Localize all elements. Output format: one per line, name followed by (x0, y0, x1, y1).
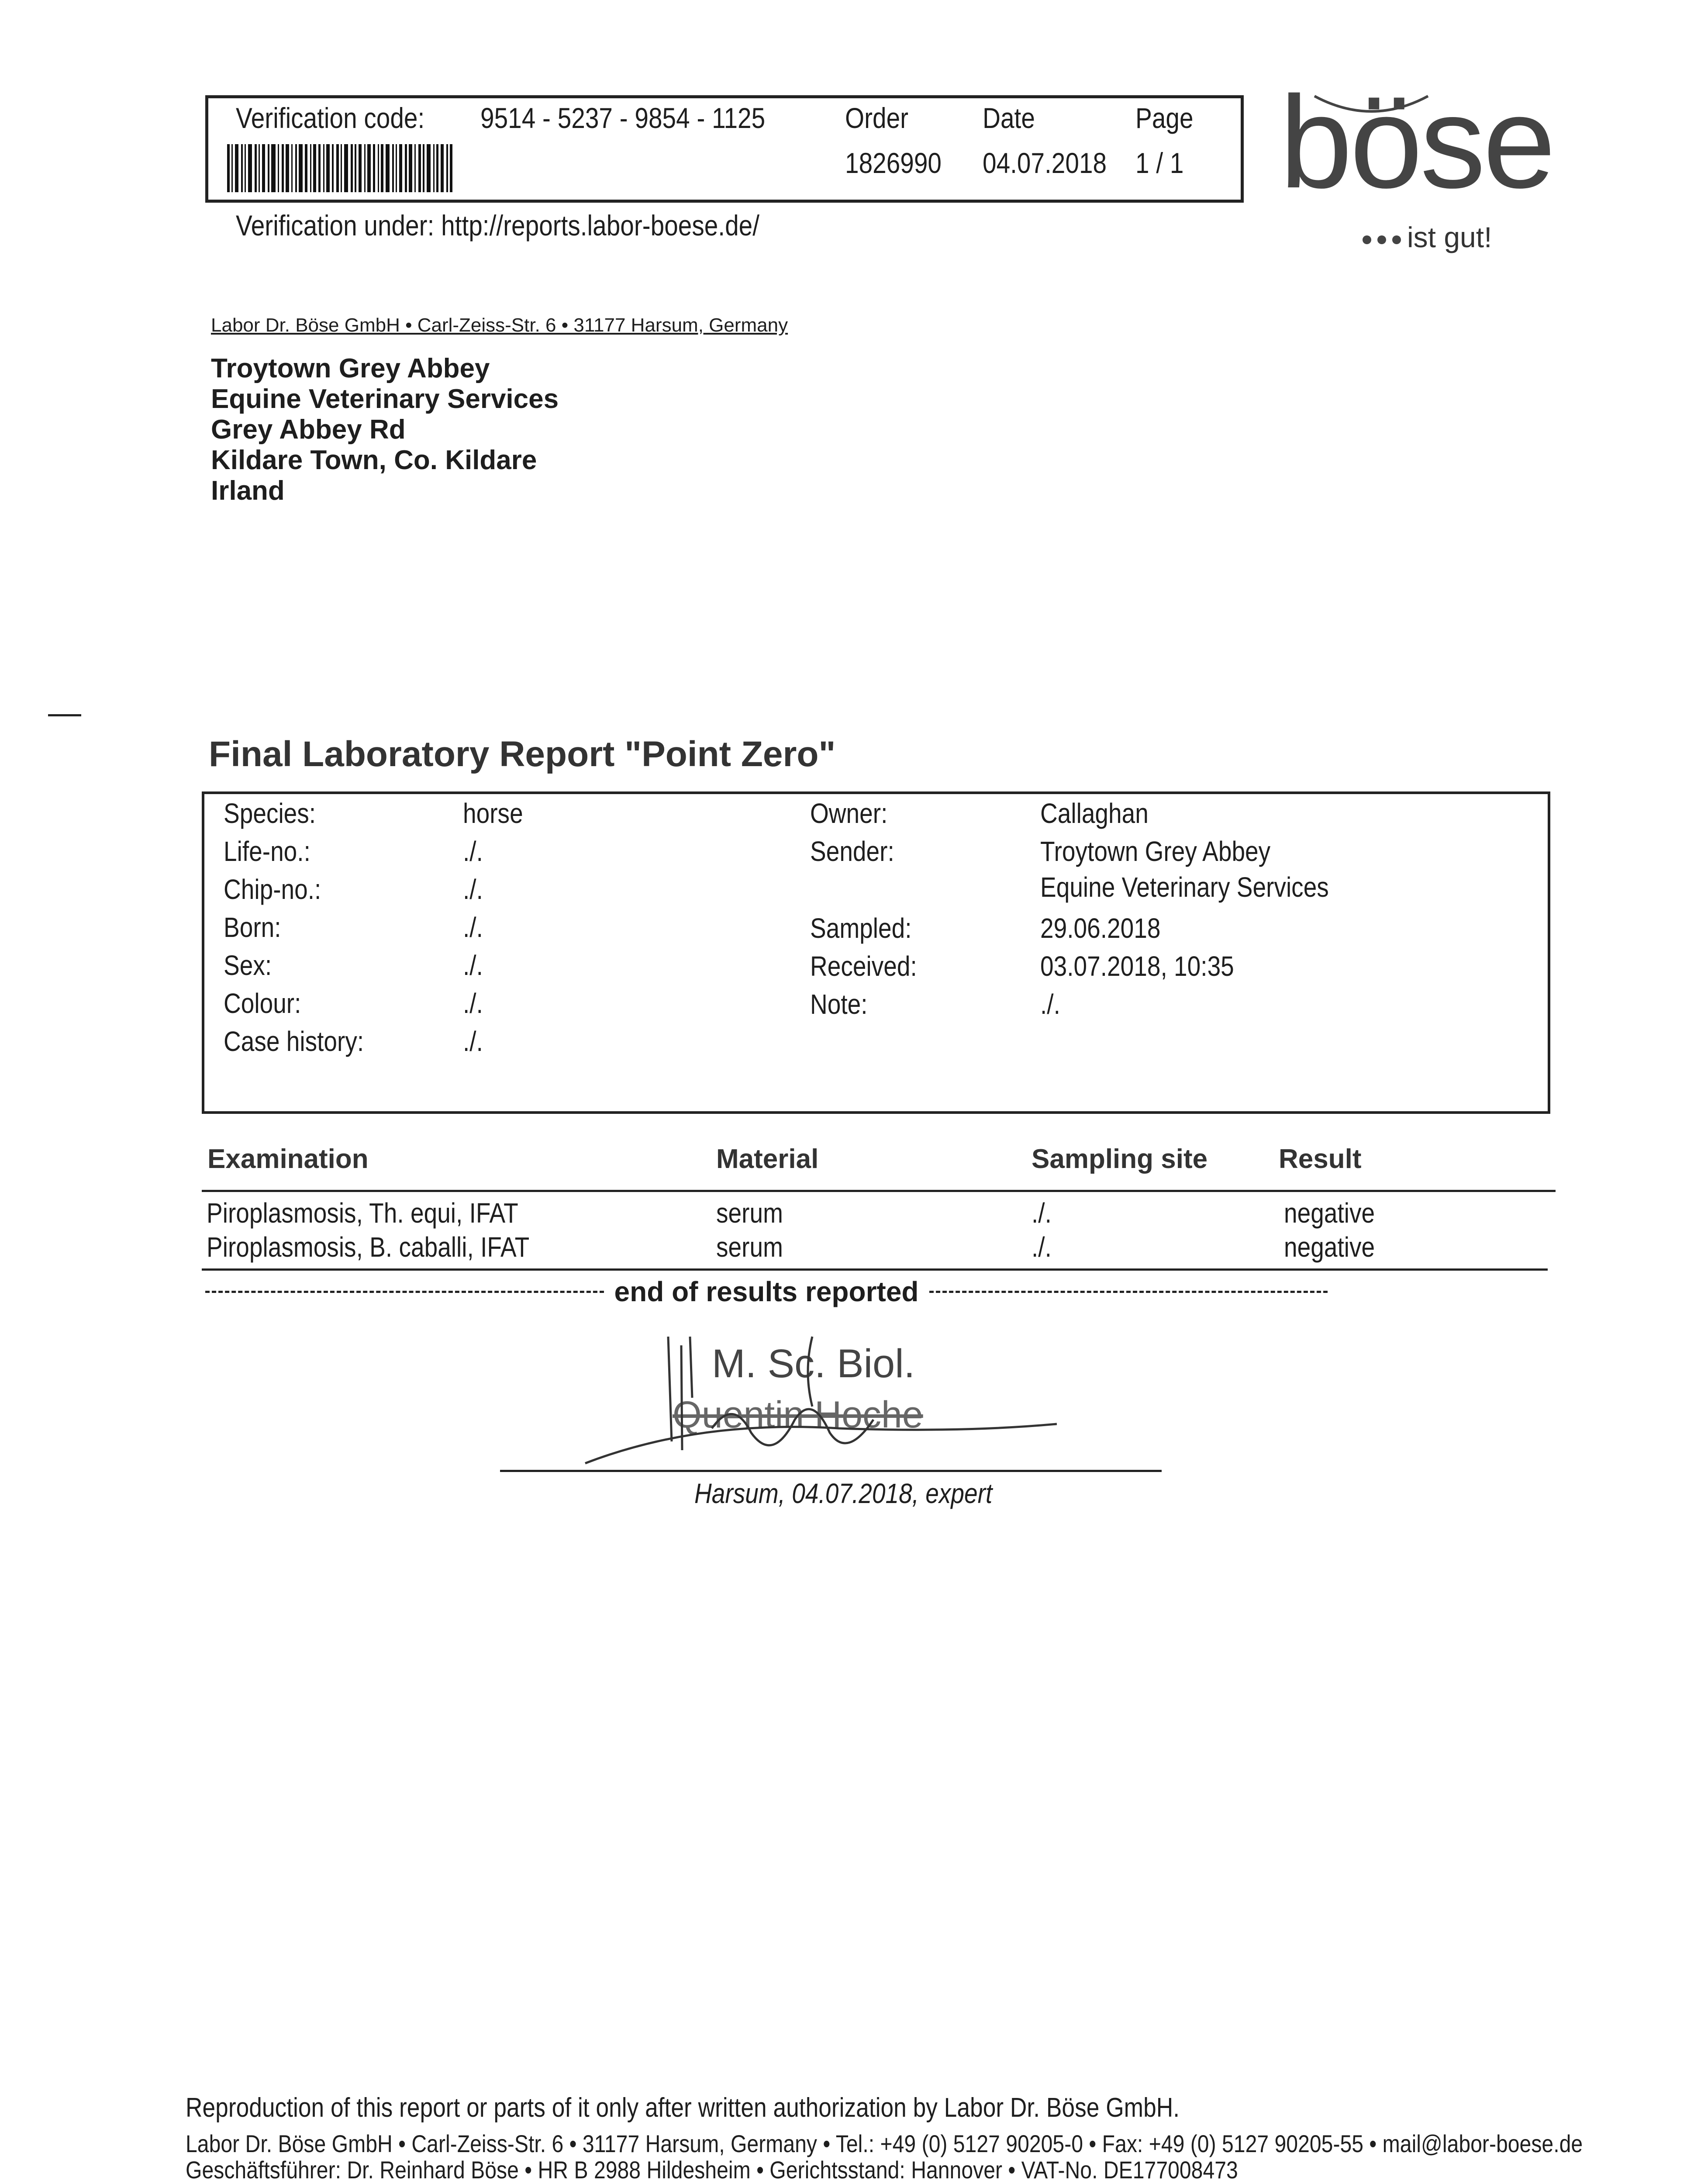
signature-caption: Harsum, 04.07.2018, expert (694, 1478, 993, 1509)
note-value: ./. (1040, 988, 1060, 1020)
date-value: 04.07.2018 (983, 147, 1107, 179)
table-cell: serum (716, 1197, 783, 1229)
footer-reproduction-note: Reproduction of this report or parts of it only after written authorization by Labor Dr. Böse GmbH. (186, 2093, 1180, 2123)
dot-icon (1363, 235, 1371, 244)
sex-label: Sex: (224, 950, 272, 981)
table-cell: serum (716, 1231, 783, 1263)
signature-line (500, 1470, 1162, 1472)
table-cell: negative (1284, 1197, 1375, 1229)
report-title: Final Laboratory Report "Point Zero" (209, 734, 836, 774)
dot-icon (1392, 235, 1401, 244)
chip-no-value: ./. (463, 874, 483, 905)
footer-contact: Labor Dr. Böse GmbH • Carl-Zeiss-Str. 6 • 31177 Harsum, Germany • Tel.: +49 (0) 5127 90205-0 • Fax: +49 (0) 5127 90205-55 • mail@labor-boese.de (186, 2130, 1583, 2157)
note-label: Note: (810, 988, 868, 1020)
table-header-rule (202, 1190, 1556, 1192)
species-value: horse (463, 798, 523, 829)
verification-code: 9514 - 5237 - 9854 - 1125 (480, 102, 766, 134)
table-cell: Piroplasmosis, B. caballi, IFAT (207, 1231, 530, 1263)
received-label: Received: (810, 950, 917, 982)
life-no-label: Life-no.: (224, 836, 310, 867)
sex-value: ./. (463, 950, 483, 981)
table-cell: ./. (1032, 1197, 1052, 1229)
sampled-label: Sampled: (810, 912, 912, 944)
signature-name: Quentin Hoche (673, 1394, 923, 1436)
received-value: 03.07.2018, 10:35 (1040, 950, 1234, 982)
born-label: Born: (224, 912, 281, 943)
recipient-line: Equine Veterinary Services (211, 384, 559, 414)
recipient-line: Irland (211, 476, 285, 506)
signature-title: M. Sc. Biol. (712, 1341, 915, 1386)
fold-mark (48, 714, 81, 716)
logo-slogan (1363, 221, 1492, 254)
colour-label: Colour: (224, 988, 301, 1019)
verification-url[interactable]: Verification under: http://reports.labor-boese.de/ (236, 209, 759, 242)
order-value: 1826990 (845, 147, 942, 179)
recipient-line: Kildare Town, Co. Kildare (211, 445, 537, 475)
colour-value: ./. (463, 988, 483, 1019)
sender-value-line1: Troytown Grey Abbey (1040, 836, 1271, 867)
owner-value: Callaghan (1040, 798, 1149, 829)
slogan-text: ist gut! (1407, 221, 1492, 253)
page-label: Page (1135, 102, 1194, 134)
table-cell: negative (1284, 1231, 1375, 1263)
owner-label: Owner: (810, 798, 888, 829)
col-header-material: Material (716, 1144, 819, 1174)
end-of-results-text: end of results reported (614, 1276, 919, 1307)
sender-return-line: Labor Dr. Böse GmbH • Carl-Zeiss-Str. 6 • 31177 Harsum, Germany (211, 314, 788, 336)
barcode (227, 144, 568, 192)
recipient-line: Grey Abbey Rd (211, 415, 406, 445)
species-label: Species: (224, 798, 316, 829)
case-history-value: ./. (463, 1026, 483, 1057)
life-no-value: ./. (463, 836, 483, 867)
date-label: Date (983, 102, 1035, 134)
footer-legal: Geschäftsführer: Dr. Reinhard Böse • HR B 2988 Hildesheim • Gerichtsstand: Hannover • VAT-No. DE177008473 (186, 2156, 1238, 2184)
col-header-result: Result (1279, 1144, 1362, 1174)
table-cell: ./. (1032, 1231, 1052, 1263)
signature-scribble (568, 1319, 1074, 1476)
col-header-sampling-site: Sampling site (1032, 1144, 1208, 1174)
logo-wordmark: böse (1280, 69, 1553, 215)
sampled-value: 29.06.2018 (1040, 912, 1161, 944)
recipient-line: Troytown Grey Abbey (211, 353, 490, 384)
born-value: ./. (463, 912, 483, 943)
case-history-label: Case history: (224, 1026, 364, 1057)
dot-icon (1377, 235, 1386, 244)
sender-value-line2: Equine Veterinary Services (1040, 871, 1329, 903)
verification-label: Verification code: (236, 102, 425, 134)
chip-no-label: Chip-no.: (224, 874, 321, 905)
end-of-results (205, 1275, 1328, 1308)
table-cell: Piroplasmosis, Th. equi, IFAT (207, 1197, 518, 1229)
order-label: Order (845, 102, 909, 134)
col-header-examination: Examination (207, 1144, 369, 1174)
page-value: 1 / 1 (1135, 147, 1184, 179)
sender-label: Sender: (810, 836, 894, 867)
table-bottom-rule (202, 1268, 1548, 1271)
